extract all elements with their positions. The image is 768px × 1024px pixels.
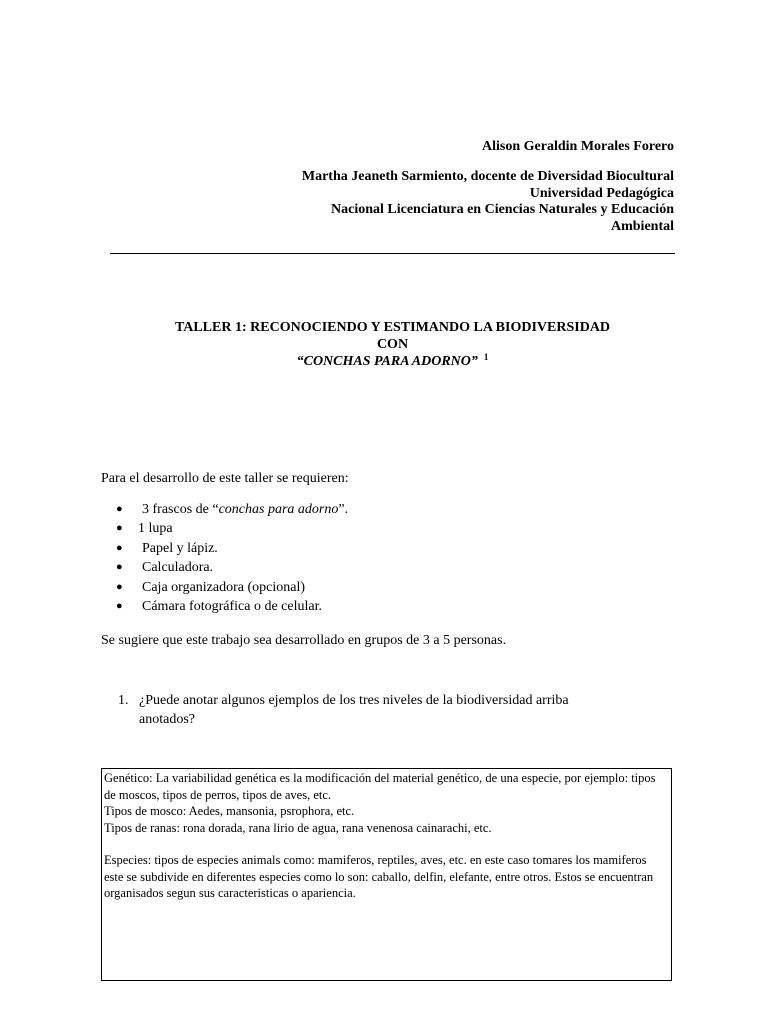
bullet-icon: ● [116, 522, 123, 535]
answer-genetic: Genético: La variabilidad genética es la modificación del material genético, de una especie, por ejemplo: tipos de moscos, tipos de perros, tipos de aves, etc. [104, 771, 656, 802]
question-1 [118, 691, 599, 729]
item-text: Cámara fotográfica o de celular. [142, 598, 322, 614]
author-name: Alison Geraldin Morales Forero [482, 139, 674, 154]
institution-block [302, 169, 674, 235]
header-divider [110, 253, 675, 254]
institution-line: Ambiental [611, 218, 674, 234]
title-line-2: CON [376, 337, 409, 352]
group-suggestion: Se sugiere que este trabajo sea desarrollado en grupos de 3 a 5 personas. [101, 633, 507, 648]
item-text: Papel y lápiz. [142, 540, 218, 556]
answer-mosquito-types: Tipos de mosco: Aedes, mansonia, psrophora, etc. [104, 804, 355, 818]
item-text-italic: conchas para adorno [218, 502, 339, 517]
question-text: ¿Puede anotar algunos ejemplos de los tres niveles de la biodiversidad arriba anotados? [139, 693, 569, 727]
list-item [116, 500, 348, 519]
list-item [116, 558, 348, 577]
institution-line: Universidad Pedagógica [529, 185, 674, 201]
answer-box [101, 768, 672, 981]
item-text-suffix: ”. [338, 502, 349, 517]
institution-line: Martha Jeaneth Sarmiento, docente de Diversidad Biocultural [301, 169, 674, 184]
item-text-prefix: 3 frascos de “ [142, 502, 219, 517]
bullet-icon: ● [116, 503, 123, 515]
title-line-1: TALLER 1: RECONOCIENDO Y ESTIMANDO LA BIODIVERSIDAD [174, 320, 611, 335]
title-subtitle-row [110, 353, 675, 371]
bullet-icon: ● [116, 599, 123, 612]
list-item [116, 578, 348, 597]
list-item [116, 539, 348, 558]
item-text: 1 lupa [138, 521, 173, 537]
bullet-icon: ● [116, 561, 123, 574]
bullet-icon: ● [116, 580, 123, 593]
title-subtitle: “CONCHAS PARA ADORNO” [296, 354, 478, 369]
document-title [110, 319, 675, 371]
question-number: 1. [118, 693, 129, 708]
item-text: Caja organizadora (opcional) [142, 579, 306, 595]
requirements-list [116, 500, 348, 616]
requirements-intro: Para el desarrollo de este taller se requieren: [101, 471, 349, 486]
answer-species: Especies: tipos de especies animals como: mamiferos, reptiles, aves, etc. en este caso tomares los mamiferos este se subdivide en diferentes especies como lo son: caballo, delfin, elefante, entre otros. Estos se encuentran organisados segun sus caracteristicas o apariencia. [104, 853, 654, 900]
item-text: Calculadora. [142, 560, 214, 576]
institution-line: Nacional Licenciatura en Ciencias Naturales y Educación [331, 202, 674, 217]
list-item [116, 597, 348, 616]
bullet-icon: ● [116, 541, 123, 554]
answer-frog-types: Tipos de ranas: rona dorada, rana lirio de agua, rana venenosa cainarachi, etc. [104, 820, 492, 835]
paragraph-gap [104, 836, 669, 852]
footnote-reference: 1 [483, 352, 489, 362]
list-item [116, 519, 348, 538]
